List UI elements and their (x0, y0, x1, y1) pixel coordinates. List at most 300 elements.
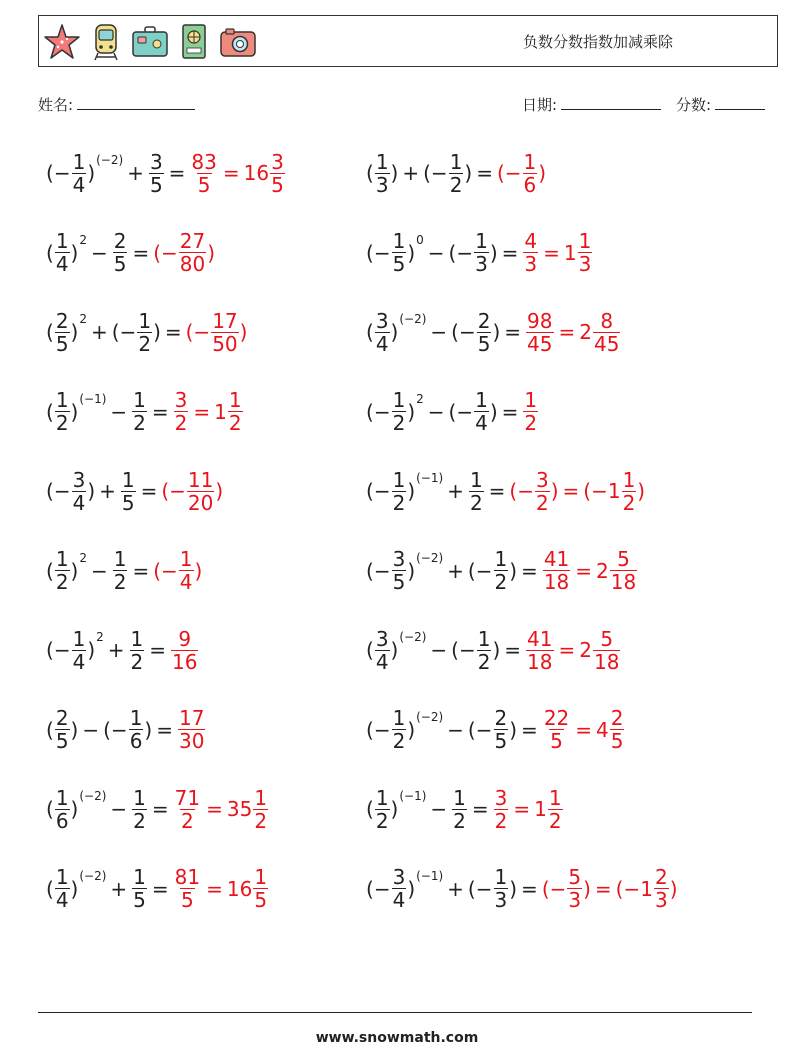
numerator: 22 (543, 706, 570, 730)
problem-16 (366, 700, 625, 760)
problem-10 (366, 461, 645, 521)
numerator: 5 (600, 626, 614, 651)
problem-19 (46, 859, 269, 919)
numerator: 1 (179, 547, 193, 571)
math-symbol: − (456, 399, 474, 424)
exponent: 2 (79, 312, 87, 326)
math-symbol: ( (46, 479, 54, 503)
math-symbol: − (53, 638, 71, 662)
numerator: 3 (174, 388, 188, 412)
math-symbol: = (517, 717, 542, 742)
math-symbol: = (500, 638, 526, 662)
math-symbol: = (484, 479, 510, 503)
fraction (477, 628, 492, 673)
problem-18 (366, 779, 564, 839)
numerator: 3 (271, 149, 284, 174)
denominator: 3 (654, 888, 668, 912)
fraction (392, 469, 407, 514)
fraction (449, 151, 464, 196)
fraction (567, 866, 582, 911)
fraction (654, 866, 669, 911)
math-symbol: = 2 (554, 320, 592, 344)
math-symbol: ) (489, 240, 498, 265)
answer (153, 548, 202, 593)
date-blank[interactable] (561, 95, 661, 110)
numerator: 3 (375, 626, 389, 651)
denominator: 45 (593, 331, 620, 356)
denominator: 6 (55, 808, 69, 833)
fraction (121, 469, 136, 514)
denominator: 4 (475, 411, 488, 435)
math-symbol: ) (407, 558, 416, 583)
denominator: 5 (197, 172, 211, 197)
fraction (171, 628, 198, 673)
denominator: 4 (72, 490, 86, 515)
worksheet-title: 负数分数指数加减乘除 (522, 33, 673, 51)
denominator: 3 (375, 172, 389, 197)
numerator: 17 (178, 706, 205, 730)
exponent: (−1) (79, 391, 107, 406)
numerator: 2 (477, 308, 491, 333)
starfish-icon (42, 22, 82, 62)
exponent: 0 (416, 232, 424, 247)
math-symbol: ) (87, 479, 96, 503)
math-symbol: (− (185, 320, 211, 344)
numerator: 1 (375, 149, 389, 174)
fraction (72, 628, 87, 673)
math-symbol: ) (509, 558, 518, 583)
fraction (190, 151, 217, 196)
math-symbol: ( (366, 558, 374, 583)
math-symbol: ) (144, 717, 153, 742)
problem-2 (366, 143, 546, 203)
math-symbol: ( (366, 161, 374, 185)
fraction (610, 707, 625, 752)
problem-11 (46, 541, 202, 601)
denominator: 4 (375, 331, 389, 356)
math-symbol: + (95, 479, 120, 503)
numerator: 1 (55, 388, 69, 412)
math-symbol: ( (46, 638, 54, 662)
denominator: 5 (550, 729, 563, 753)
score-blank[interactable] (715, 95, 765, 110)
problem-13 (46, 620, 199, 680)
math-symbol: ( (46, 161, 54, 185)
denominator: 4 (55, 252, 69, 276)
math-symbol: ) (390, 797, 399, 821)
math-symbol: (− (509, 479, 534, 503)
denominator: 45 (527, 331, 553, 356)
numerator: 83 (191, 149, 217, 174)
math-symbol: ( (366, 479, 374, 503)
passport-icon (174, 22, 214, 62)
math-symbol: − ( (423, 240, 457, 265)
denominator: 18 (593, 649, 620, 674)
fraction (253, 787, 268, 832)
answer (170, 628, 199, 673)
numerator: 1 (72, 149, 86, 174)
numerator: 1 (55, 229, 69, 253)
math-symbol: − ( (443, 717, 476, 742)
math-symbol: ) (407, 479, 416, 503)
denominator: 3 (568, 888, 582, 912)
math-symbol: ) (70, 399, 79, 424)
math-symbol: = (128, 558, 154, 583)
numerator: 1 (392, 229, 406, 253)
denominator: 2 (535, 490, 549, 515)
fraction (375, 628, 390, 673)
problem-17 (46, 779, 269, 839)
math-symbol: − ( (423, 399, 457, 424)
problem-8 (366, 382, 539, 442)
math-symbol: = 2 (554, 638, 592, 662)
math-symbol: = 35 (202, 797, 253, 821)
fraction (526, 628, 553, 673)
math-symbol: ) (492, 320, 501, 344)
math-symbol: + (123, 161, 148, 185)
numerator: 1 (228, 388, 242, 412)
math-symbol: ) (207, 240, 216, 265)
fraction (179, 230, 206, 275)
denominator: 5 (271, 172, 284, 197)
denominator: 3 (494, 888, 508, 912)
fraction (523, 151, 538, 196)
math-symbol: ) (70, 320, 79, 344)
fraction (494, 707, 509, 752)
denominator: 5 (55, 331, 69, 356)
fraction (593, 628, 620, 673)
footer-site: www.snowmath.com (315, 1030, 479, 1046)
math-symbol: ) (70, 876, 79, 901)
denominator: 5 (121, 490, 135, 515)
numerator: 1 (55, 785, 69, 810)
math-symbol: + ( (398, 161, 431, 185)
answer (173, 787, 269, 832)
fraction (578, 230, 593, 275)
math-symbol: = 4 (571, 717, 609, 742)
math-symbol: ) = (−1 (550, 479, 621, 503)
math-symbol: ) (87, 161, 96, 185)
math-symbol: − (373, 399, 391, 424)
denominator: 16 (172, 649, 198, 674)
math-symbol: = (497, 399, 523, 424)
numerator: 1 (475, 229, 488, 253)
numerator: 1 (453, 785, 466, 810)
fraction (543, 548, 570, 593)
fraction (130, 628, 145, 673)
fraction (55, 866, 70, 911)
fraction (55, 310, 70, 355)
fraction (149, 151, 164, 196)
math-symbol: − (110, 717, 128, 742)
fraction (174, 787, 201, 832)
numerator: 1 (375, 785, 389, 810)
math-symbol: ) (70, 717, 79, 742)
denominator: 4 (72, 172, 86, 197)
name-label: 姓名: (38, 96, 74, 114)
exponent: (−1) (416, 471, 444, 485)
numerator: 2 (654, 865, 668, 889)
math-symbol: ) (215, 479, 224, 503)
numerator: 1 (494, 865, 508, 889)
fraction (477, 310, 492, 355)
exponent: 2 (416, 391, 424, 406)
numerator: 5 (568, 865, 582, 889)
numerator: 8 (600, 308, 614, 333)
math-symbol: = (147, 797, 173, 821)
math-symbol: + (443, 479, 468, 503)
problem-12 (366, 541, 638, 601)
denominator: 4 (72, 649, 86, 674)
math-symbol: ( (46, 558, 54, 583)
math-symbol: = (517, 558, 542, 583)
date-field[interactable] (522, 94, 661, 115)
fraction (270, 151, 285, 196)
math-symbol: ) (390, 320, 399, 344)
numerator: 1 (469, 467, 483, 492)
numerator: 1 (392, 467, 406, 492)
math-symbol: ) (538, 161, 547, 185)
math-symbol: ) (70, 240, 79, 265)
numerator: 1 (113, 547, 127, 571)
denominator: 2 (392, 729, 406, 753)
denominator: 2 (133, 411, 146, 435)
math-symbol: − (373, 240, 391, 265)
problem-15 (46, 700, 206, 760)
denominator: 2 (138, 331, 152, 356)
exponent: (−1) (416, 868, 444, 883)
denominator: 5 (55, 729, 69, 753)
denominator: 5 (477, 331, 491, 356)
denominator: 2 (477, 649, 491, 674)
exponent: (−2) (79, 868, 107, 883)
answer (509, 469, 645, 514)
numerator: 1 (55, 547, 69, 571)
numerator: 1 (121, 467, 135, 492)
math-symbol: ( (366, 638, 374, 662)
math-symbol: ) (194, 558, 203, 583)
exponent: 2 (96, 630, 104, 644)
exponent: 2 (79, 232, 87, 247)
fraction (610, 548, 637, 593)
fraction (72, 469, 87, 514)
numerator: 9 (178, 626, 192, 651)
math-symbol: − (106, 399, 132, 424)
denominator: 2 (494, 808, 508, 833)
fraction (174, 389, 189, 434)
answer (493, 787, 564, 832)
numerator: 2 (610, 706, 624, 730)
answer (525, 310, 621, 355)
answer (153, 230, 215, 275)
fraction (375, 787, 390, 832)
math-symbol: ) (407, 717, 416, 742)
fraction (55, 389, 70, 434)
answer (542, 548, 638, 593)
denominator: 3 (475, 252, 488, 276)
problem-5 (46, 302, 247, 362)
suitcase-icon (130, 22, 170, 62)
numerator: 1 (254, 865, 268, 889)
fraction (179, 548, 194, 593)
exponent: (−2) (96, 153, 124, 167)
math-symbol: + (106, 876, 132, 901)
denominator: 6 (129, 729, 143, 753)
numerator: 3 (392, 547, 406, 571)
numerator: 1 (494, 547, 508, 571)
answer (522, 230, 593, 275)
exponent: (−2) (399, 630, 427, 644)
denominator: 2 (130, 649, 144, 674)
math-symbol: ) (70, 797, 79, 821)
denominator: 6 (523, 172, 537, 197)
math-symbol: ( (46, 240, 54, 265)
fraction (535, 469, 550, 514)
denominator: 2 (392, 411, 406, 435)
math-symbol: = (136, 479, 162, 503)
answer (161, 469, 223, 514)
math-symbol: + ( (87, 320, 120, 344)
denominator: 20 (187, 490, 214, 515)
score-field[interactable] (676, 94, 765, 115)
math-symbol: ( (366, 876, 374, 901)
denominator: 5 (494, 729, 508, 753)
math-symbol: (− (153, 558, 178, 583)
fraction (494, 866, 509, 911)
answer (525, 628, 621, 673)
math-symbol: ( (366, 320, 374, 344)
math-symbol: = 1 (189, 399, 227, 424)
math-symbol: ) = (−1 (583, 876, 653, 901)
denominator: 2 (113, 570, 127, 594)
answer (497, 151, 546, 196)
numerator: 1 (130, 626, 144, 651)
numerator: 1 (254, 785, 268, 810)
numerator: 1 (548, 785, 562, 810)
math-symbol: − (456, 240, 474, 265)
fraction (55, 230, 70, 275)
numerator: 3 (72, 467, 86, 492)
numerator: 1 (392, 706, 406, 730)
math-symbol: − (373, 717, 391, 742)
fraction (543, 707, 570, 752)
math-symbol: = 16 (218, 161, 270, 185)
worksheet-header (38, 15, 778, 67)
numerator: 5 (617, 547, 630, 571)
fraction (132, 787, 147, 832)
camera-icon (218, 22, 258, 62)
math-symbol: − (373, 479, 391, 503)
denominator: 5 (149, 172, 163, 197)
denominator: 30 (178, 729, 205, 753)
exponent: (−2) (416, 550, 444, 565)
numerator: 1 (622, 467, 636, 492)
numerator: 1 (523, 149, 537, 174)
fraction (392, 866, 407, 911)
math-symbol: − ( (426, 320, 459, 344)
denominator: 2 (133, 808, 146, 833)
fraction (622, 469, 637, 514)
denominator: 3 (578, 252, 592, 276)
math-symbol: − ( (426, 638, 459, 662)
math-symbol: ) (153, 320, 161, 344)
numerator: 98 (527, 308, 553, 333)
fraction (494, 787, 509, 832)
numerator: 1 (72, 626, 86, 651)
fraction (132, 866, 147, 911)
math-symbol: (− (153, 240, 178, 265)
denominator: 4 (55, 888, 69, 912)
math-symbol: (− (161, 479, 186, 503)
math-symbol: = 1 (509, 797, 547, 821)
numerator: 2 (55, 308, 69, 333)
math-symbol: = (164, 161, 190, 185)
math-symbol: = (160, 320, 186, 344)
fraction (452, 787, 467, 832)
problem-14 (366, 620, 621, 680)
denominator: 2 (375, 808, 389, 833)
fraction (132, 389, 147, 434)
fraction (211, 310, 238, 355)
header-icons (42, 22, 258, 62)
fraction (178, 707, 205, 752)
numerator: 1 (477, 626, 491, 651)
math-symbol: = 16 (202, 876, 253, 901)
denominator: 5 (181, 888, 194, 912)
denominator: 80 (179, 252, 206, 276)
problem-1 (46, 143, 286, 203)
math-symbol: ( (46, 399, 54, 424)
name-blank[interactable] (77, 95, 195, 110)
answer (186, 310, 248, 355)
answer (542, 866, 678, 911)
problem-6 (366, 302, 621, 362)
math-symbol: = 1 (539, 240, 577, 265)
fraction (523, 389, 538, 434)
denominator: 18 (610, 570, 637, 594)
fraction (469, 469, 484, 514)
answer (173, 389, 244, 434)
fraction (474, 389, 489, 434)
numerator: 3 (375, 308, 389, 333)
math-symbol: ( (366, 797, 374, 821)
date-label: 日期: (522, 96, 558, 114)
name-field[interactable] (38, 94, 195, 115)
numerator: 41 (527, 626, 553, 651)
math-symbol: ) (464, 161, 473, 185)
denominator: 2 (494, 570, 508, 594)
numerator: 1 (138, 308, 152, 333)
numerator: 81 (174, 865, 201, 889)
fraction (174, 866, 201, 911)
denominator: 2 (449, 172, 463, 197)
exponent: (−2) (416, 709, 444, 724)
math-symbol: − (87, 240, 112, 265)
math-symbol: − (426, 797, 452, 821)
fraction (494, 548, 509, 593)
exponent: 2 (79, 550, 87, 565)
footer-divider (38, 1012, 752, 1013)
math-symbol: ) (637, 479, 646, 503)
math-symbol: ) (407, 240, 416, 265)
fraction (55, 548, 70, 593)
math-symbol: = (128, 240, 154, 265)
fraction (55, 787, 70, 832)
fraction (113, 230, 128, 275)
exponent: (−2) (399, 312, 427, 326)
math-symbol: − (53, 161, 71, 185)
numerator: 1 (133, 865, 146, 889)
